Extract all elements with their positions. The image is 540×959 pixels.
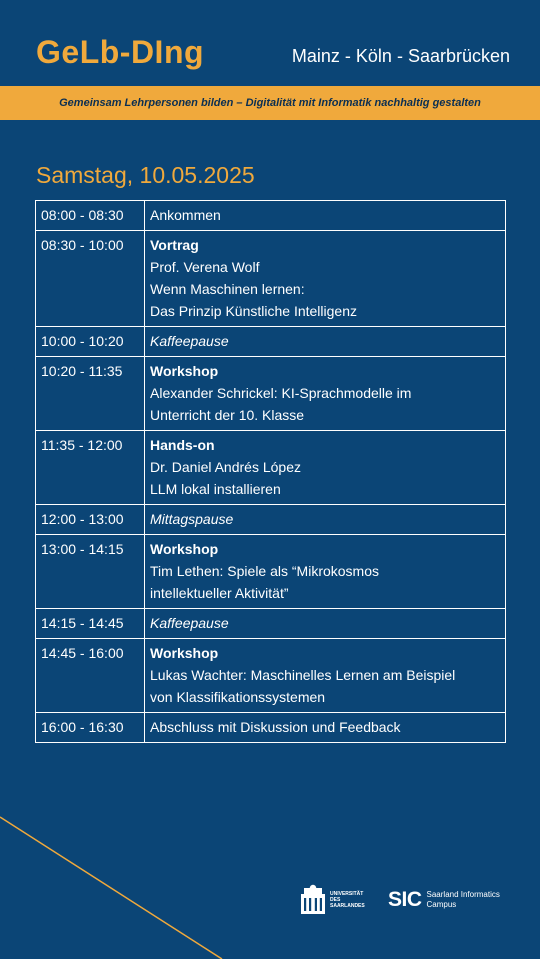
schedule-table <box>35 200 506 743</box>
schedule-row <box>36 609 506 639</box>
session-detail-line: LLM lokal installieren <box>150 481 281 497</box>
schedule-description <box>145 639 506 713</box>
session-type: Hands-on <box>150 437 215 453</box>
schedule-description <box>145 357 506 431</box>
schedule-description <box>145 505 506 535</box>
schedule-row <box>36 231 506 327</box>
session-detail-line: Prof. Verena Wolf <box>150 259 260 275</box>
session-detail-line: intellektueller Aktivität” <box>150 585 289 601</box>
schedule-time: 16:00 - 16:30 <box>36 713 145 743</box>
schedule-description <box>145 431 506 505</box>
schedule-time: 14:15 - 14:45 <box>36 609 145 639</box>
schedule-description <box>145 231 506 327</box>
schedule-time: 12:00 - 13:00 <box>36 505 145 535</box>
session-detail-line: Abschluss mit Diskussion und Feedback <box>150 719 401 735</box>
schedule-time: 10:00 - 10:20 <box>36 327 145 357</box>
schedule-time: 08:00 - 08:30 <box>36 201 145 231</box>
session-type: Vortrag <box>150 237 199 253</box>
break-label: Mittagspause <box>150 511 234 527</box>
schedule-row <box>36 431 506 505</box>
sic-name-line-2: Campus <box>426 900 457 909</box>
subtitle-banner <box>0 86 540 120</box>
university-logo-icon <box>300 884 326 916</box>
session-detail-line: Lukas Wachter: Maschinelles Lernen am Beispiel <box>150 667 456 683</box>
sic-name-line-1: Saarland Informatics <box>426 890 500 899</box>
schedule-row <box>36 505 506 535</box>
schedule-time: 08:30 - 10:00 <box>36 231 145 327</box>
session-detail-line: Unterricht der 10. Klasse <box>150 407 305 423</box>
university-logo-text <box>330 891 378 909</box>
schedule-description <box>145 535 506 609</box>
schedule-time: 14:45 - 16:00 <box>36 639 145 713</box>
cities-label: Mainz - Köln - Saarbrücken <box>291 46 510 66</box>
session-detail-line: Ankommen <box>150 207 221 223</box>
schedule-description <box>145 713 506 743</box>
session-type: Workshop <box>150 645 219 661</box>
session-type: Workshop <box>150 363 219 379</box>
schedule-row <box>36 357 506 431</box>
schedule-row <box>36 327 506 357</box>
page-title: GeLb-DIng <box>36 34 205 70</box>
schedule-row <box>36 713 506 743</box>
university-line-3: SAARLANDES <box>330 903 365 909</box>
schedule-row <box>36 201 506 231</box>
session-detail-line: Tim Lethen: Spiele als “Mikrokosmos <box>150 563 380 579</box>
session-detail-line: Das Prinzip Künstliche Intelligenz <box>150 303 357 319</box>
schedule-description <box>145 201 506 231</box>
university-line-2: DES <box>330 897 341 903</box>
sic-logo: SIC <box>388 888 422 911</box>
event-date: Samstag, 10.05.2025 <box>36 162 255 188</box>
schedule-time: 11:35 - 12:00 <box>36 431 145 505</box>
schedule-row <box>36 639 506 713</box>
schedule-description <box>145 609 506 639</box>
session-detail-line: Dr. Daniel Andrés López <box>150 459 301 475</box>
break-label: Kaffeepause <box>150 615 229 631</box>
footer-logos <box>300 884 513 916</box>
schedule-row <box>36 535 506 609</box>
schedule-time: 13:00 - 14:15 <box>36 535 145 609</box>
session-detail-line: Wenn Maschinen lernen: <box>150 281 305 297</box>
subtitle-text: Gemeinsam Lehrpersonen bilden – Digitalität mit Informatik nachhaltig gestalten <box>59 97 481 109</box>
session-detail-line: von Klassifikationssystemen <box>150 689 326 705</box>
sic-logo-text <box>427 890 513 910</box>
session-detail-line: Alexander Schrickel: KI-Sprachmodelle im <box>150 385 412 401</box>
schedule-time: 10:20 - 11:35 <box>36 357 145 431</box>
break-label: Kaffeepause <box>150 333 229 349</box>
university-line-1: UNIVERSITÄT <box>330 891 364 897</box>
schedule-description <box>145 327 506 357</box>
session-type: Workshop <box>150 541 219 557</box>
